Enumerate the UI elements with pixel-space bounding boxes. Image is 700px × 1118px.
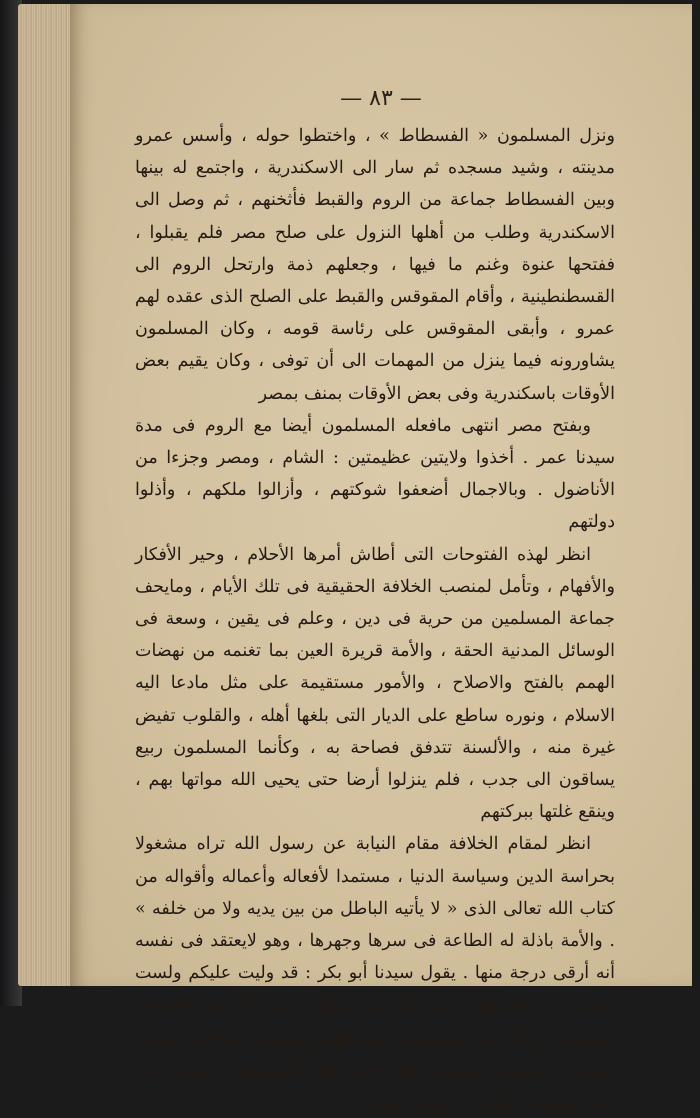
body-text	[135, 120, 615, 1118]
page-number: — ٨٣ —	[340, 86, 422, 111]
paragraph-4: انظر لمقام الخلافة مقام النيابة عن رسول الله تراه مشغولا بحراسة الدين وسياسة الدنيا ، مستمدا لأفعاله وأعماله وأقواله من كتاب الله تعالى الذى « لا يأتيه الباطل من بين يديه ولا من خلفه » . والأمة باذلة له الطاعة فى سرها وجهرها ، وهو لايعتقد فى نفسه أنه أرقى درجة منها . يقول سيدنا أبو بكر : قد وليت عليكم ولست بخيركم ، والفاروق رضى الله عنه يقول : من رأى فى اعوجاجا فليقومه . وحاله بين المسلمين فى مالهم وجبايتهم وخراجهم كوصى اليتيم ان استغنى استعفف وان افتقر أكل بالمعروف . وشغله بعد هذا النظر فى طلبات الرعية وتفقد	[135, 834, 615, 1113]
book-page	[70, 4, 692, 1113]
page-stack-edge	[18, 4, 78, 986]
paragraph-3: انظر لهذه الفتوحات التى أطاش أمرها الأحلام ، وحير الأفكار والأفهام ، وتأمل لمنصب الخلافة الحقيقية فى تلك الأيام ، ومايحف جماعة المسلمين من حرية فى دين ، وعلم فى يقين ، وسعة فى الوسائل المدنية الحقة ، والأمة قريرة العين بما تغنمه من نهضات الهمم بالفتح والاصلاح ، والأمور مستقيمة على مثل مادعا اليه الاسلام ، ونوره ساطع على الديار التى بلغها أهله ، والقلوب تفيض غيرة منه ، والألسنة تتدفق فصاحة به ، وكأنما المسلمون ربيع يساقون الى جدب ، فلم ينزلوا أرضا حتى يحيى الله مواتها بهم ، وينقع غلتها ببركتهم	[135, 544, 615, 823]
paragraph-1: ونزل المسلمون « الفسطاط » ، واختطوا حوله ، وأسس عمرو مدينته ، وشيد مسجده ثم سار الى الاسكندرية ، واجتمع له بينها وبين الفسطاط جماعة من الروم والقبط فأثخنهم ، ثم وصل الى الاسكندرية وطلب من أهلها النزول على صلح مصر فلم يقبلوا ، ففتحها عنوة وغنم ما فيها ، وجعلهم ذمة وارتحل الروم الى القسطنطينية ، وأقام المقوقس والقبط على الصلح الذى عقده لهم عمرو ، وأبقى المقوقس على رئاسة قومه ، وكان المسلمون يشاورونه فيما ينزل من المهمات الى أن توفى ، وكان يقيم بعض الأوقات باسكندرية وفى بعض الأوقات بمنف بمصر	[135, 126, 615, 404]
paragraph-2: وبفتح مصر انتهى مافعله المسلمون أيضا مع الروم فى مدة سيدنا عمر . أخذوا ولايتين عظيمتين : الشام ، ومصر وجزءا من الأناضول . وبالاجمال أضعفوا شوكتهم ، وأزالوا ملكهم ، وأذلوا دولتهم	[135, 415, 615, 533]
